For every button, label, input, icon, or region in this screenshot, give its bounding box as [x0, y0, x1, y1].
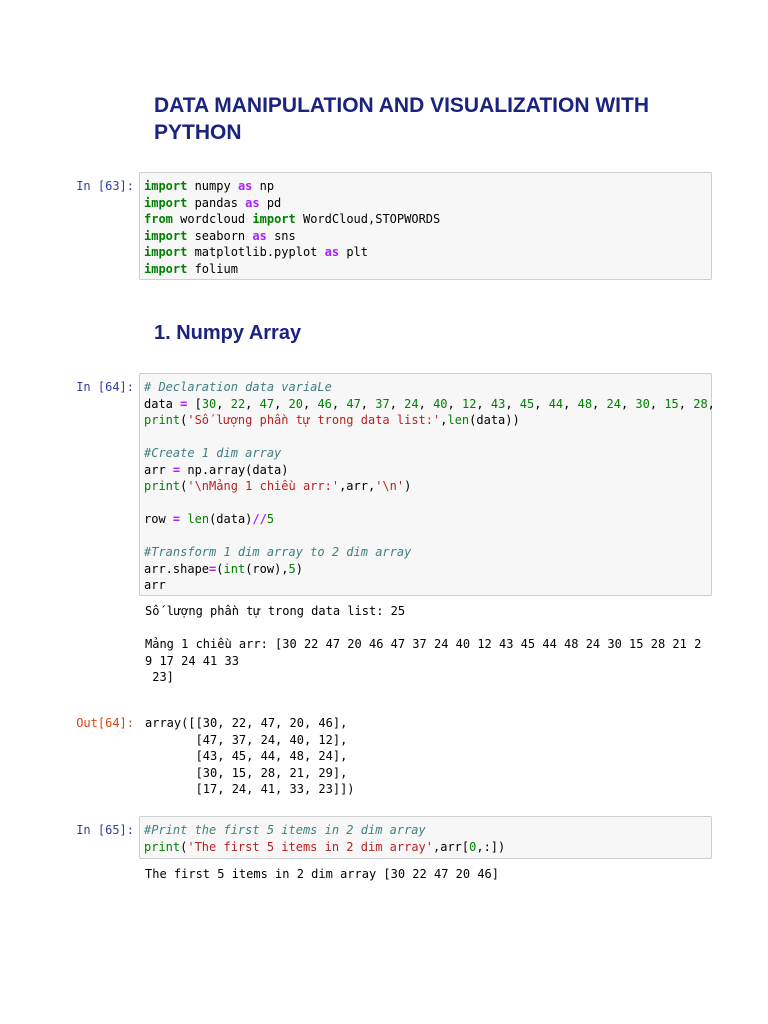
code-line: row = len(data)//5	[144, 512, 275, 526]
code-line: arr.shape=(int(row),5)	[144, 561, 304, 576]
cell-64-code-input[interactable]	[139, 373, 715, 596]
code-line: import pandas as pd	[144, 195, 282, 210]
cell-64-in-prompt: In [64]:	[76, 380, 134, 394]
code-line: import matplotlib.pyplot as plt	[144, 245, 368, 259]
section-heading-numpy-array: 1. Numpy Array	[154, 322, 302, 344]
cell-65-stdout: The first 5 items in 2 dim array [30 22 47 20 46]	[145, 867, 500, 881]
code-line: print('\nMảng 1 chiều arr:',arr,'\n')	[144, 479, 412, 493]
code-line: # Declaration data variaLe	[144, 380, 332, 394]
code-line: print('The first 5 items in 2 dim array',arr[0,:])	[144, 839, 506, 854]
code-line: import seaborn as sns	[144, 228, 296, 243]
code-line: print('Số lượng phần tự trong data list:',len(data))	[144, 413, 520, 427]
code-line: #Print the first 5 items in 2 dim array	[144, 823, 426, 837]
cell-64-code	[140, 374, 715, 599]
cell-63-in-prompt: In [63]:	[76, 179, 134, 193]
code-line: import numpy as np	[144, 179, 275, 193]
cell-64-out-prompt: Out[64]:	[76, 716, 134, 730]
cell-63-code	[140, 173, 711, 282]
code-line: from wordcloud import WordCloud,STOPWORDS	[144, 212, 441, 226]
code-line: #Transform 1 dim array to 2 dim array	[144, 545, 412, 559]
code-line: arr = np.array(data)	[144, 462, 289, 477]
code-line: arr	[144, 578, 166, 592]
code-line: #Create 1 dim array	[144, 446, 282, 460]
cell-64-stdout: Số lượng phần tự trong data list: 25 Mảng 1 chiều arr: [30 22 47 20 46 47 37 24 40 12 43 45 44 48 24 30 15 28 21 2 9 17 24 41 33 23]	[145, 604, 702, 684]
document-title: DATA MANIPULATION AND VISUALIZATION WITH PYTHON	[154, 94, 649, 144]
cell-63-code-input[interactable]	[139, 172, 712, 280]
cell-65-in-prompt: In [65]:	[76, 823, 134, 837]
code-line: import folium	[144, 261, 238, 276]
cell-65-code	[140, 817, 711, 860]
code-line: data = [30, 22, 47, 20, 46, 47, 37, 24, 40, 12, 43, 45, 44, 48, 24, 30, 15, 28,	[144, 396, 715, 411]
cell-64-result: array([[30, 22, 47, 20, 46], [47, 37, 24, 40, 12], [43, 45, 44, 48, 24], [30, 15, 28, 21, 29], [17, 24, 41, 33, 23]])	[145, 716, 355, 796]
cell-65-code-input[interactable]	[139, 816, 712, 859]
